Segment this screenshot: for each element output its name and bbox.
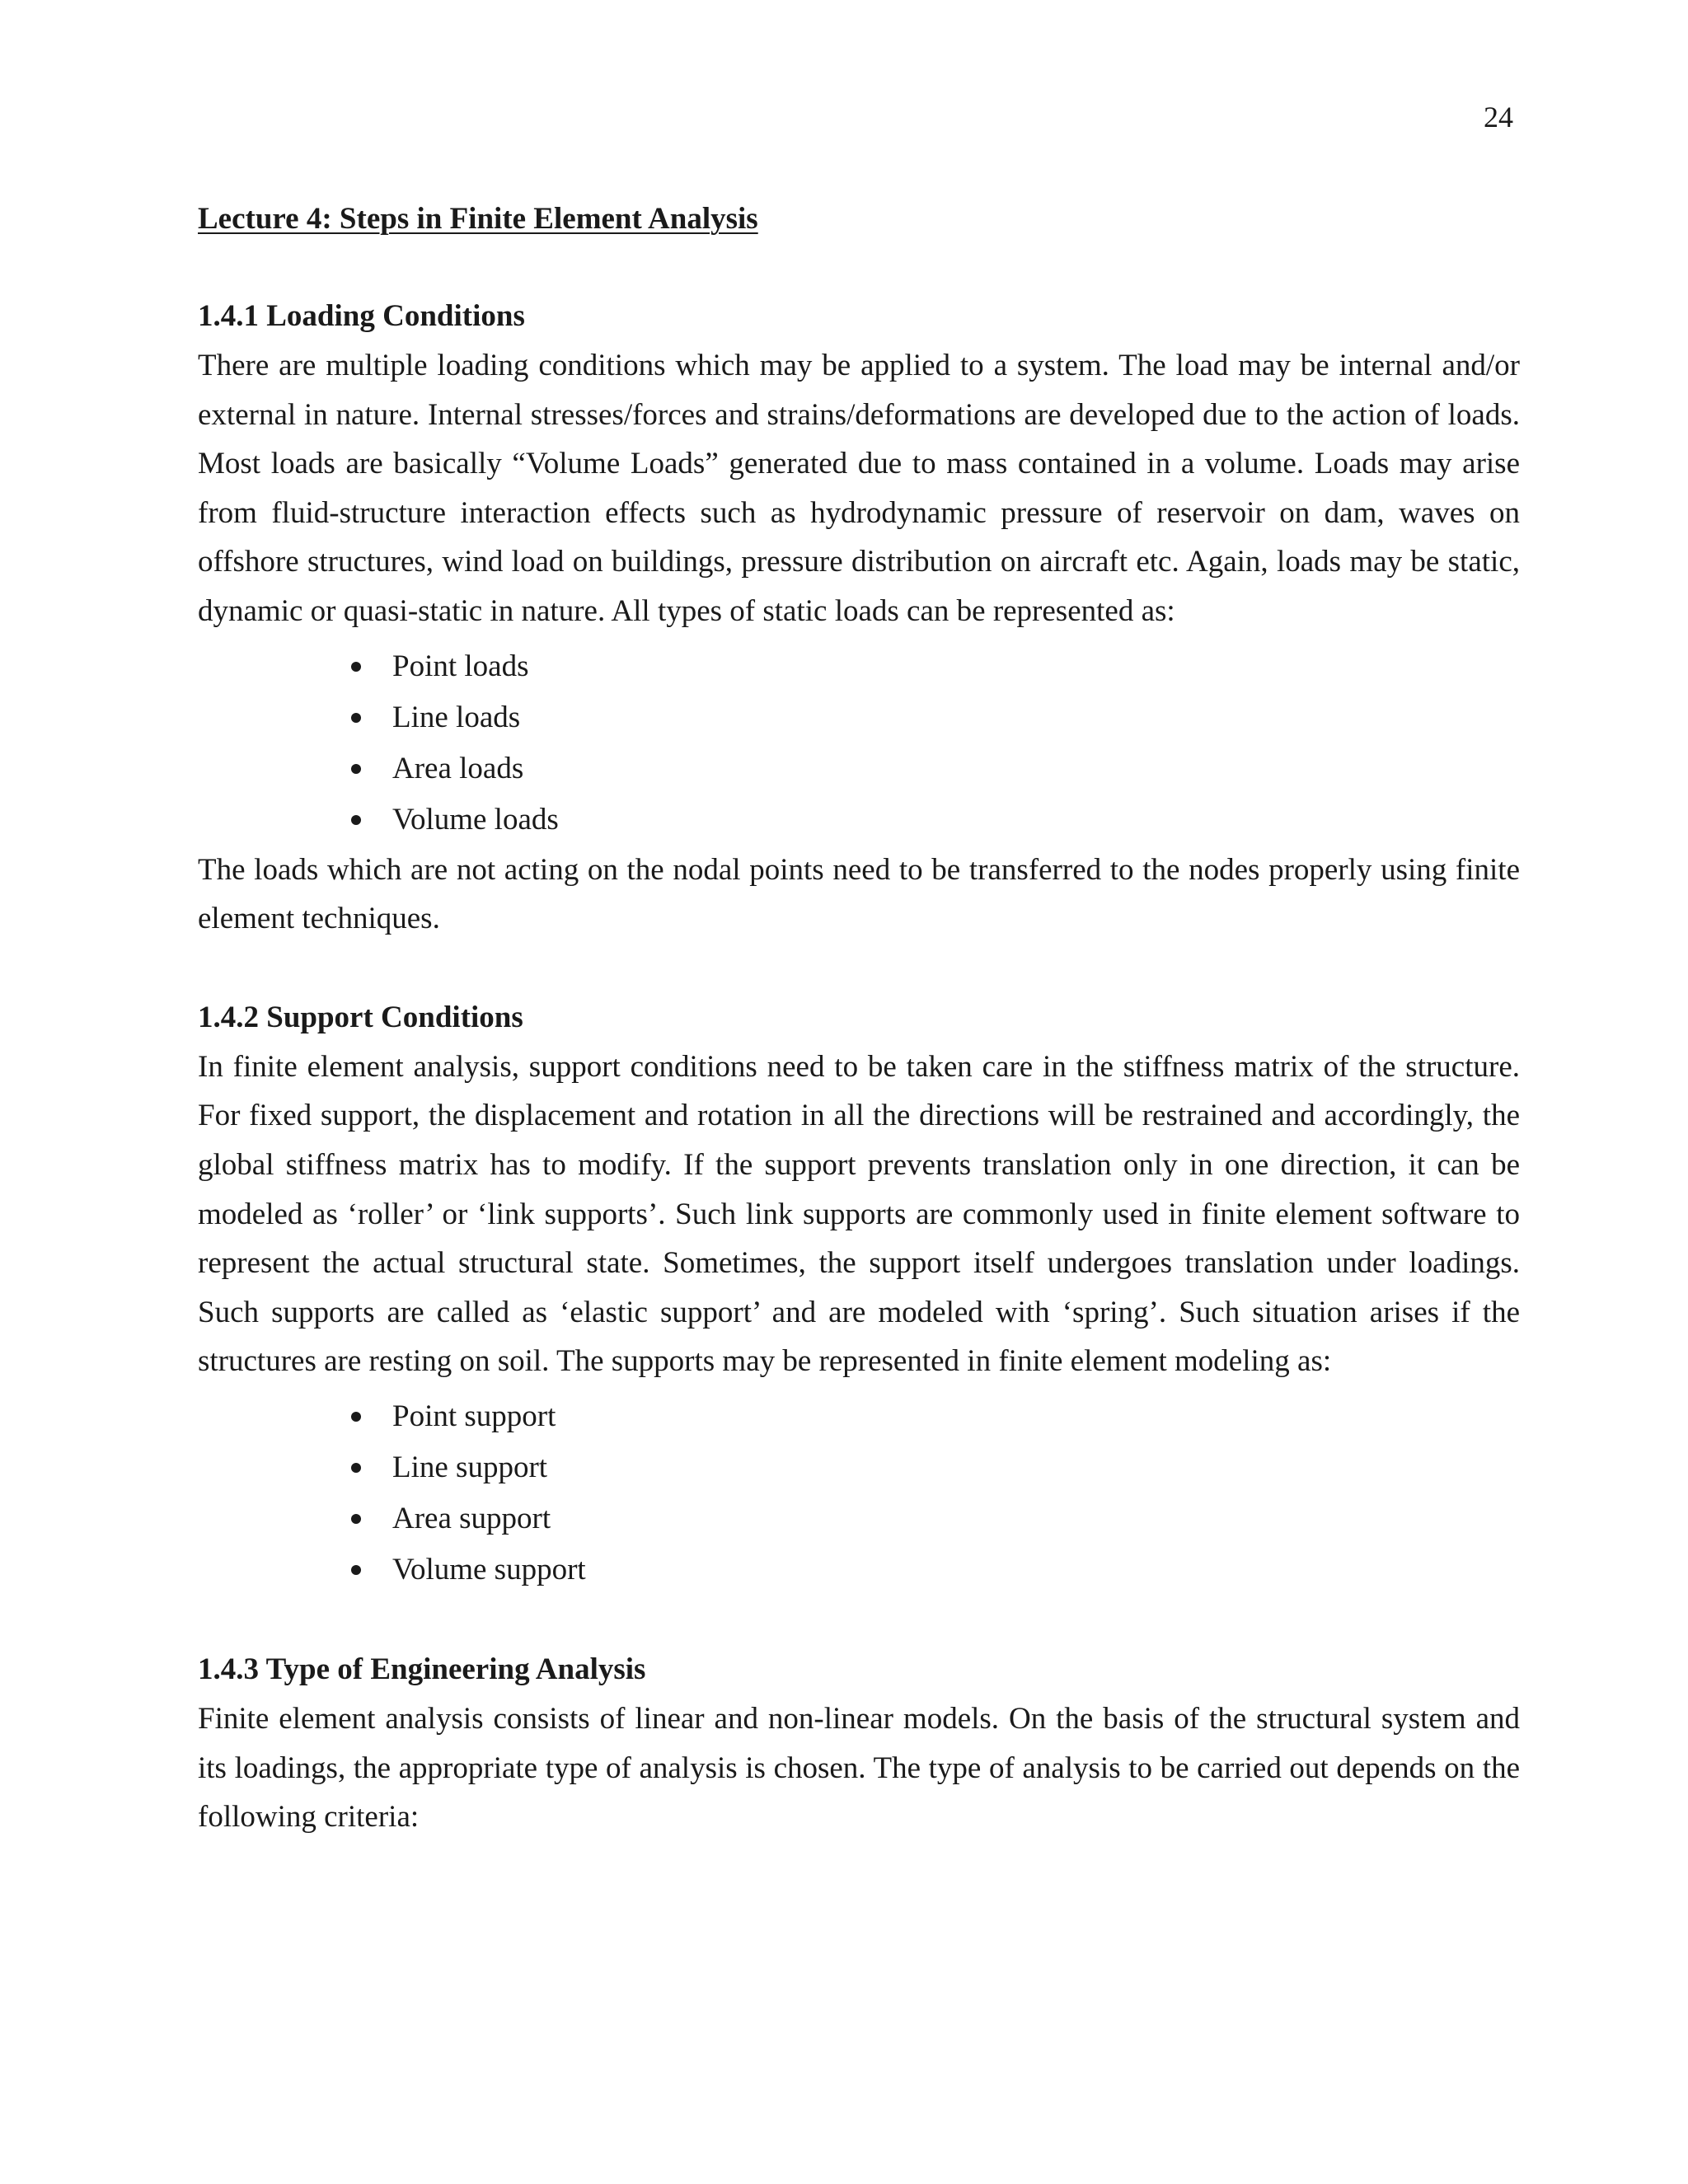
list-item: Point support	[345, 1391, 1520, 1442]
paragraph-engineering-analysis: Finite element analysis consists of linear and non-linear models. On the basis of the structural system and its loadings, the appropriate type of analysis is chosen. The type of analysis to be carried out depends on the following criteria:	[198, 1701, 1520, 1835]
list-item: Area support	[345, 1493, 1520, 1544]
section-heading-support-conditions: 1.4.2 Support Conditions	[198, 1000, 523, 1034]
section-heading-loading-conditions: 1.4.1 Loading Conditions	[198, 299, 525, 333]
paragraph-loads-closing: The loads which are not acting on the nodal points need to be transferred to the nodes properly using finite element techniques.	[198, 852, 1520, 936]
paragraph-support-conditions: In finite element analysis, support conditions need to be taken care in the stiffness matrix of the structure. For fixed support, the displacement and rotation in all the directions will be restrained and accordingly, the global stiffness matrix has to modify. If the support prevents translation only in one direction, it can be modeled as ‘roller’ or ‘link supports’. Such link supports are commonly used in finite element software to represent the actual structural state. Sometimes, the support itself undergoes translation under loadings. Such supports are called as ‘elastic support’ and are modeled with ‘spring’. Such situation arises if the structures are resting on soil. The supports may be represented in finite element modeling as:	[198, 1049, 1520, 1379]
page-content	[198, 194, 1520, 1842]
lecture-title: Lecture 4: Steps in Finite Element Analysis	[198, 202, 758, 236]
bullet-icon	[351, 1463, 361, 1473]
bullet-icon	[351, 662, 361, 672]
list-item: Volume support	[345, 1544, 1520, 1596]
bullet-icon	[351, 1565, 361, 1575]
bullet-icon	[351, 1412, 361, 1422]
bullet-list-supports	[198, 1391, 1520, 1596]
bullet-icon	[351, 764, 361, 774]
bullet-icon	[351, 815, 361, 825]
bullet-list-loads	[198, 641, 1520, 846]
page-number: 24	[1484, 101, 1513, 134]
list-item: Point loads	[345, 641, 1520, 692]
paragraph-loading-conditions: There are multiple loading conditions which may be applied to a system. The load may be internal and/or external in nature. Internal stresses/forces and strains/deformations are developed due to the action of loads. Most loads are basically “Volume Loads” generated due to mass contained in a volume. Loads may arise from fluid-structure interaction effects such as hydrodynamic pressure of reservoir on dam, waves on offshore structures, wind load on buildings, pressure distribution on aircraft etc. Again, loads may be static, dynamic or quasi-static in nature. All types of static loads can be represented as:	[198, 349, 1520, 628]
bullet-icon	[351, 713, 361, 723]
list-item: Line support	[345, 1442, 1520, 1493]
list-item: Volume loads	[345, 794, 1520, 846]
list-item: Area loads	[345, 743, 1520, 794]
bullet-icon	[351, 1514, 361, 1524]
section-heading-engineering-analysis: 1.4.3 Type of Engineering Analysis	[198, 1652, 646, 1686]
list-item: Line loads	[345, 692, 1520, 743]
